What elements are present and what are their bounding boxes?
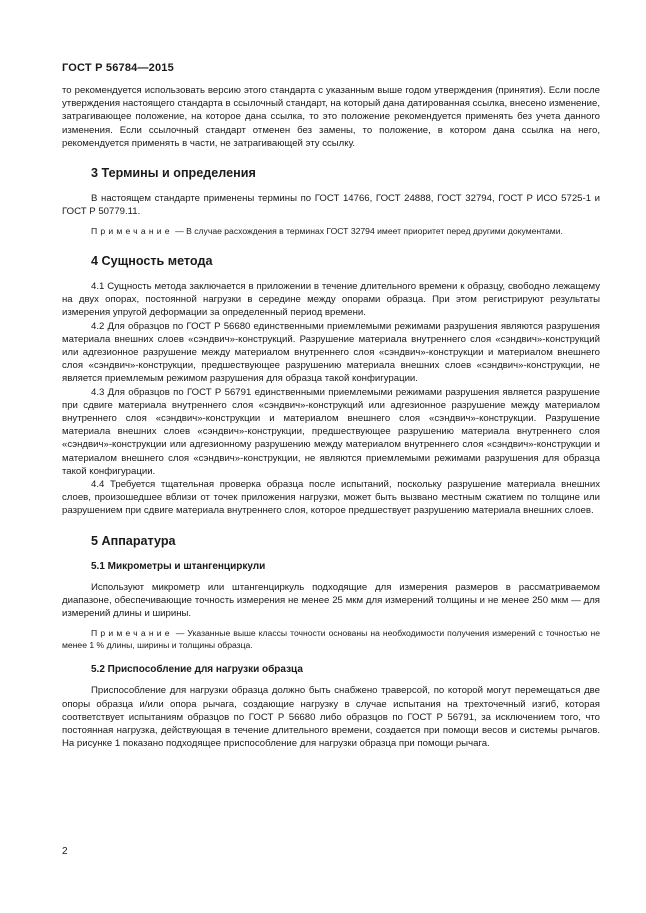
document-body: [62, 84, 600, 750]
section-4-title: 4 Сущность метода: [91, 254, 213, 269]
note-text: — Указанные выше классы точности основаны на необходимости получения измерений с точностью не менее 1 % длины, ширины и толщины образца.: [62, 628, 600, 650]
note-label: Примечание: [91, 226, 173, 237]
subsection-5-1-text: Используют микрометр или штангенциркуль подходящие для измерения размеров в рассматриваемом диапазоне, обеспечивающие точность измерения не менее 25 мкм для измерений толщины и не менее 250 мкм — для измерений длины и ширины.: [62, 581, 600, 620]
section-3-title: 3 Термины и определения: [91, 166, 256, 181]
subsection-5-2-title: 5.2 Приспособление для нагрузки образца: [91, 664, 303, 676]
intro-paragraph: то рекомендуется использовать версию этого стандарта с указанным выше годом утверждения (принятия). Если после утверждения настоящего стандарта в ссылочный стандарт, на который дана датированная ссылка, внесено изменение, затрагивающее положение, на которое дана ссылка, то это положение рекомендуется применять без учета данного изменения. Если ссылочный стандарт отменен без замены, то положение, в котором дана ссылка на него, рекомендуется применять в части, не затрагивающей эту ссылку.: [62, 85, 600, 149]
note-text: — В случае расхождения в терминах ГОСТ 32794 имеет приоритет перед другими документами.: [172, 226, 563, 237]
page-number: 2: [62, 846, 68, 857]
document-header: ГОСТ Р 56784—2015: [62, 62, 174, 74]
section-5-note: [62, 628, 600, 651]
clause-4-3: 4.3 Для образцов по ГОСТ Р 56791 единственными приемлемыми режимами разрушения является разрушение при сдвиге материала внутреннего слоя «сэндвич»-конструкций или адгезионное разрушение между материалом внутреннего слоя «сэндвич»-конструкции и материалом внешнего слоя «сэндвич»-конструкции. Разрушение материала внешних слоев «сэндвич»-конструкции, предшествующее разрушению материала внутреннего слоя «сэндвич»-конструкции или адгезионному разрушению между материалом внутреннего слоя «сэндвич»-конструкции и материалом внешнего слоя «сэндвич»-конструкции, не являются приемлемыми режимами разрушения для образца такой конфигурации.: [62, 386, 600, 477]
section-3-note: [62, 226, 600, 238]
note-label: Примечание: [91, 628, 173, 639]
section-5-title: 5 Аппаратура: [91, 533, 176, 548]
section-3-paragraph: В настоящем стандарте применены термины по ГОСТ 14766, ГОСТ 24888, ГОСТ 32794, ГОСТ Р ИСО 5725-1 и ГОСТ Р 50779.11.: [62, 193, 600, 218]
subsection-5-1-title: 5.1 Микрометры и штангенциркули: [91, 560, 266, 572]
clause-4-2: 4.2 Для образцов по ГОСТ Р 56680 единственными приемлемыми режимами разрушения являются разрушения материала внешних слоев «сэндвич»-конструкций. Разрушение материала внутреннего слоя «сэндвич»-конструкций или адгезионное разрушение между материалом внутреннего слоя «сэндвич»-конструкции и материалом внешнего слоя «сэндвич»-конструкции, предшествующее разрушению материала внешних слоев «сэндвич»-конструкции, не является приемлемым режимом разрушения для образца такой конфигурации.: [62, 320, 600, 385]
clause-4-1: 4.1 Сущность метода заключается в приложении в течение длительного времени к образцу, свободно лежащему на двух опорах, постоянной нагрузки в середине между опорами образца. При этом регистрируют результаты измерения упругой деформации за определенный период времени.: [62, 281, 600, 319]
clause-4-4: 4.4 Требуется тщательная проверка образца после испытаний, поскольку разрушение материала внешних слоев, произошедшее вблизи от точек приложения нагрузки, может быть вызвано местным сжатием по толщине или разрушением при сдвиге материала внутреннего слоя, которое предшествует разрушению материала внешних слоев.: [62, 479, 600, 517]
subsection-5-2-text: Приспособление для нагрузки образца должно быть снабжено траверсой, по которой могут перемещаться две опоры образца и/или опора рычага, создающие нагрузку в случае испытания на трехточечный изгиб, которая соответствует испытаниям образцов по ГОСТ Р 56680 либо образцов по ГОСТ Р 56791, за исключением того, что постоянная нагрузка, действующая в течение длительного времени, создается при помощи весов и системы рычагов. На рисунке 1 показано подходящее приспособление для нагрузки образца при помощи рычага.: [62, 685, 600, 750]
